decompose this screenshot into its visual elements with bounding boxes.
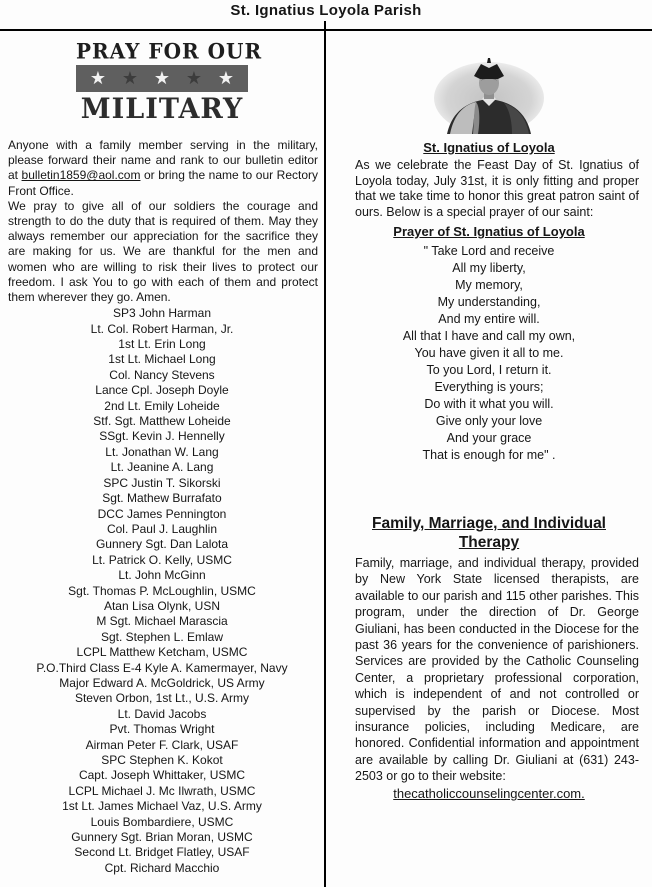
military-name: Col. Paul J. Laughlin — [106, 521, 218, 536]
military-name: DCC James Pennington — [97, 506, 227, 521]
intro-text-after: or bring the name to our Rectory Front Office. — [8, 168, 318, 198]
military-names-list — [0, 306, 324, 876]
military-name: LCPL Matthew Ketcham, USMC — [76, 645, 248, 660]
military-name: Gunnery Sgt. Dan Lalota — [95, 537, 229, 552]
therapy-heading: Family, Marriage, and Individual Therapy — [372, 515, 606, 551]
military-name: 2nd Lt. Emily Loheide — [104, 398, 220, 413]
military-name: Sgt. Mathew Burrafato — [102, 491, 222, 506]
military-name: Lt. Col. Robert Harman, Jr. — [90, 321, 234, 336]
military-name: Lt. David Jacobs — [117, 706, 207, 721]
military-name: 1st Lt. Michael Long — [108, 352, 216, 367]
therapy-paragraph: Family, marriage, and individual therapy, provided by New York State licensed therapists, are available to our parish and 115 other parishes. This program, under the direction of Dr. George Giuliani, has been conducted in the Diocese for the past 36 years for the convenience of parishioners. Services are provided by the Catholic Counseling Center, a proprietary professional corporation, which is independent of and not controlled or supervised by the parish or Diocese. Most insurance policies, including Medicare, are honored. Confidential information and appointment are available by calling Dr. Giuliani at (631) 243-2503 or go to their website: — [355, 556, 639, 784]
military-name: SSgt. Kevin J. Hennelly — [99, 429, 225, 444]
prayer-line: And my entire will. — [438, 312, 540, 326]
star-icon: ★ — [185, 68, 203, 88]
bulletin-email-link[interactable]: bulletin1859@aol.com — [21, 168, 141, 183]
pray-for-our-text: PRAY FOR OUR — [76, 38, 263, 64]
feast-day-paragraph: As we celebrate the Feast Day of St. Ignatius of Loyola today, July 31st, it is only fitting and proper that we take time to honor this great patron saint of ours. Below is a special prayer of our saint: — [355, 158, 639, 219]
military-name: Lance Cpl. Joseph Doyle — [95, 383, 229, 398]
military-name: Lt. Jonathan W. Lang — [105, 444, 219, 459]
prayer-line: And your grace — [446, 431, 532, 445]
soldiers-prayer-paragraph: We pray to give all of our soldiers the courage and strength to do the duty that is required of them. May they always remember our appreciation for the sacrifice they are making for us. We are thankful for the men and women who are willing to risk their lives to protect our freedom. I ask You to go with each of them and protect them wherever they go. Amen. — [8, 198, 318, 305]
military-name: Capt. Joseph Whittaker, USMC — [78, 768, 246, 783]
prayer-line: " Take Lord and receive — [423, 244, 555, 258]
pray-for-our-military-graphic — [76, 38, 263, 126]
military-name: Lt. Jeanine A. Lang — [110, 460, 214, 475]
military-name: SP3 John Harman — [112, 306, 212, 321]
military-name: Col. Nancy Stevens — [109, 367, 215, 382]
star-icon: ★ — [89, 68, 107, 88]
military-name: 1st Lt. James Michael Vaz, U.S. Army — [62, 799, 262, 814]
prayer-line: All my liberty, — [452, 261, 526, 275]
star-icon: ★ — [153, 68, 171, 88]
military-name: Airman Peter F. Clark, USAF — [85, 737, 239, 752]
military-name: Cpt. Richard Macchio — [104, 860, 220, 875]
military-name: Stf. Sgt. Matthew Loheide — [93, 414, 231, 429]
page-title: St. Ignatius Loyola Parish — [230, 2, 422, 19]
military-name: LCPL Michael J. Mc Ilwrath, USMC — [68, 783, 256, 798]
military-intro-paragraph — [0, 138, 324, 199]
military-name: Sgt. Stephen L. Emlaw — [100, 629, 224, 644]
prayer-line: Do with it what you will. — [424, 397, 554, 411]
military-name: Lt. John McGinn — [118, 568, 206, 583]
prayer-line: To you Lord, I return it. — [426, 363, 552, 377]
military-name: SPC Justin T. Sikorski — [103, 475, 221, 490]
prayer-line: My memory, — [455, 278, 523, 292]
prayer-line: All that I have and call my own, — [402, 329, 576, 343]
military-name: SPC Stephen K. Kokot — [101, 753, 223, 768]
military-name: Louis Bombardiere, USMC — [90, 814, 234, 829]
military-name: Gunnery Sgt. Brian Moran, USMC — [71, 830, 253, 845]
prayer-line: Give only your love — [435, 414, 543, 428]
military-name: P.O.Third Class E-4 Kyle A. Kamermayer, Navy — [36, 660, 288, 675]
left-column — [0, 32, 324, 876]
military-name: Steven Orbon, 1st Lt., U.S. Army — [74, 691, 250, 706]
military-name: Second Lt. Bridget Flatley, USAF — [74, 845, 250, 860]
st-ignatius-portrait — [430, 54, 548, 136]
ignatius-prayer — [326, 243, 652, 464]
military-text: MILITARY — [80, 93, 244, 126]
military-name: 1st Lt. Erin Long — [118, 337, 206, 352]
prayer-line: You have given it all to me. — [414, 346, 564, 360]
military-name: M Sgt. Michael Marascia — [96, 614, 228, 629]
right-column — [326, 32, 652, 801]
header-divider-line — [0, 29, 652, 31]
military-name: Pvt. Thomas Wright — [109, 722, 215, 737]
military-name: Major Edward A. McGoldrick, US Army — [59, 675, 265, 690]
military-name: Atan Lisa Olynk, USN — [103, 598, 221, 613]
star-icon: ★ — [121, 68, 139, 88]
prayer-line: That is enough for me" . — [422, 448, 556, 462]
counseling-website-link[interactable]: thecatholiccounselingcenter.com. — [393, 785, 585, 801]
military-name: Sgt. Thomas P. McLoughlin, USMC — [68, 583, 256, 598]
star-icon: ★ — [217, 68, 235, 88]
st-ignatius-portrait-image — [430, 54, 548, 136]
prayer-line: My understanding, — [437, 295, 541, 309]
star-banner — [76, 65, 248, 92]
prayer-line: Everything is yours; — [434, 380, 544, 394]
prayer-heading: Prayer of St. Ignatius of Loyola — [393, 224, 585, 239]
intro-text-before: Anyone with a family member serving in the military, please forward their name and rank to our bulletin editor at — [8, 138, 318, 183]
saint-heading: St. Ignatius of Loyola — [423, 140, 555, 155]
military-name: Lt. Patrick O. Kelly, USMC — [92, 552, 232, 567]
